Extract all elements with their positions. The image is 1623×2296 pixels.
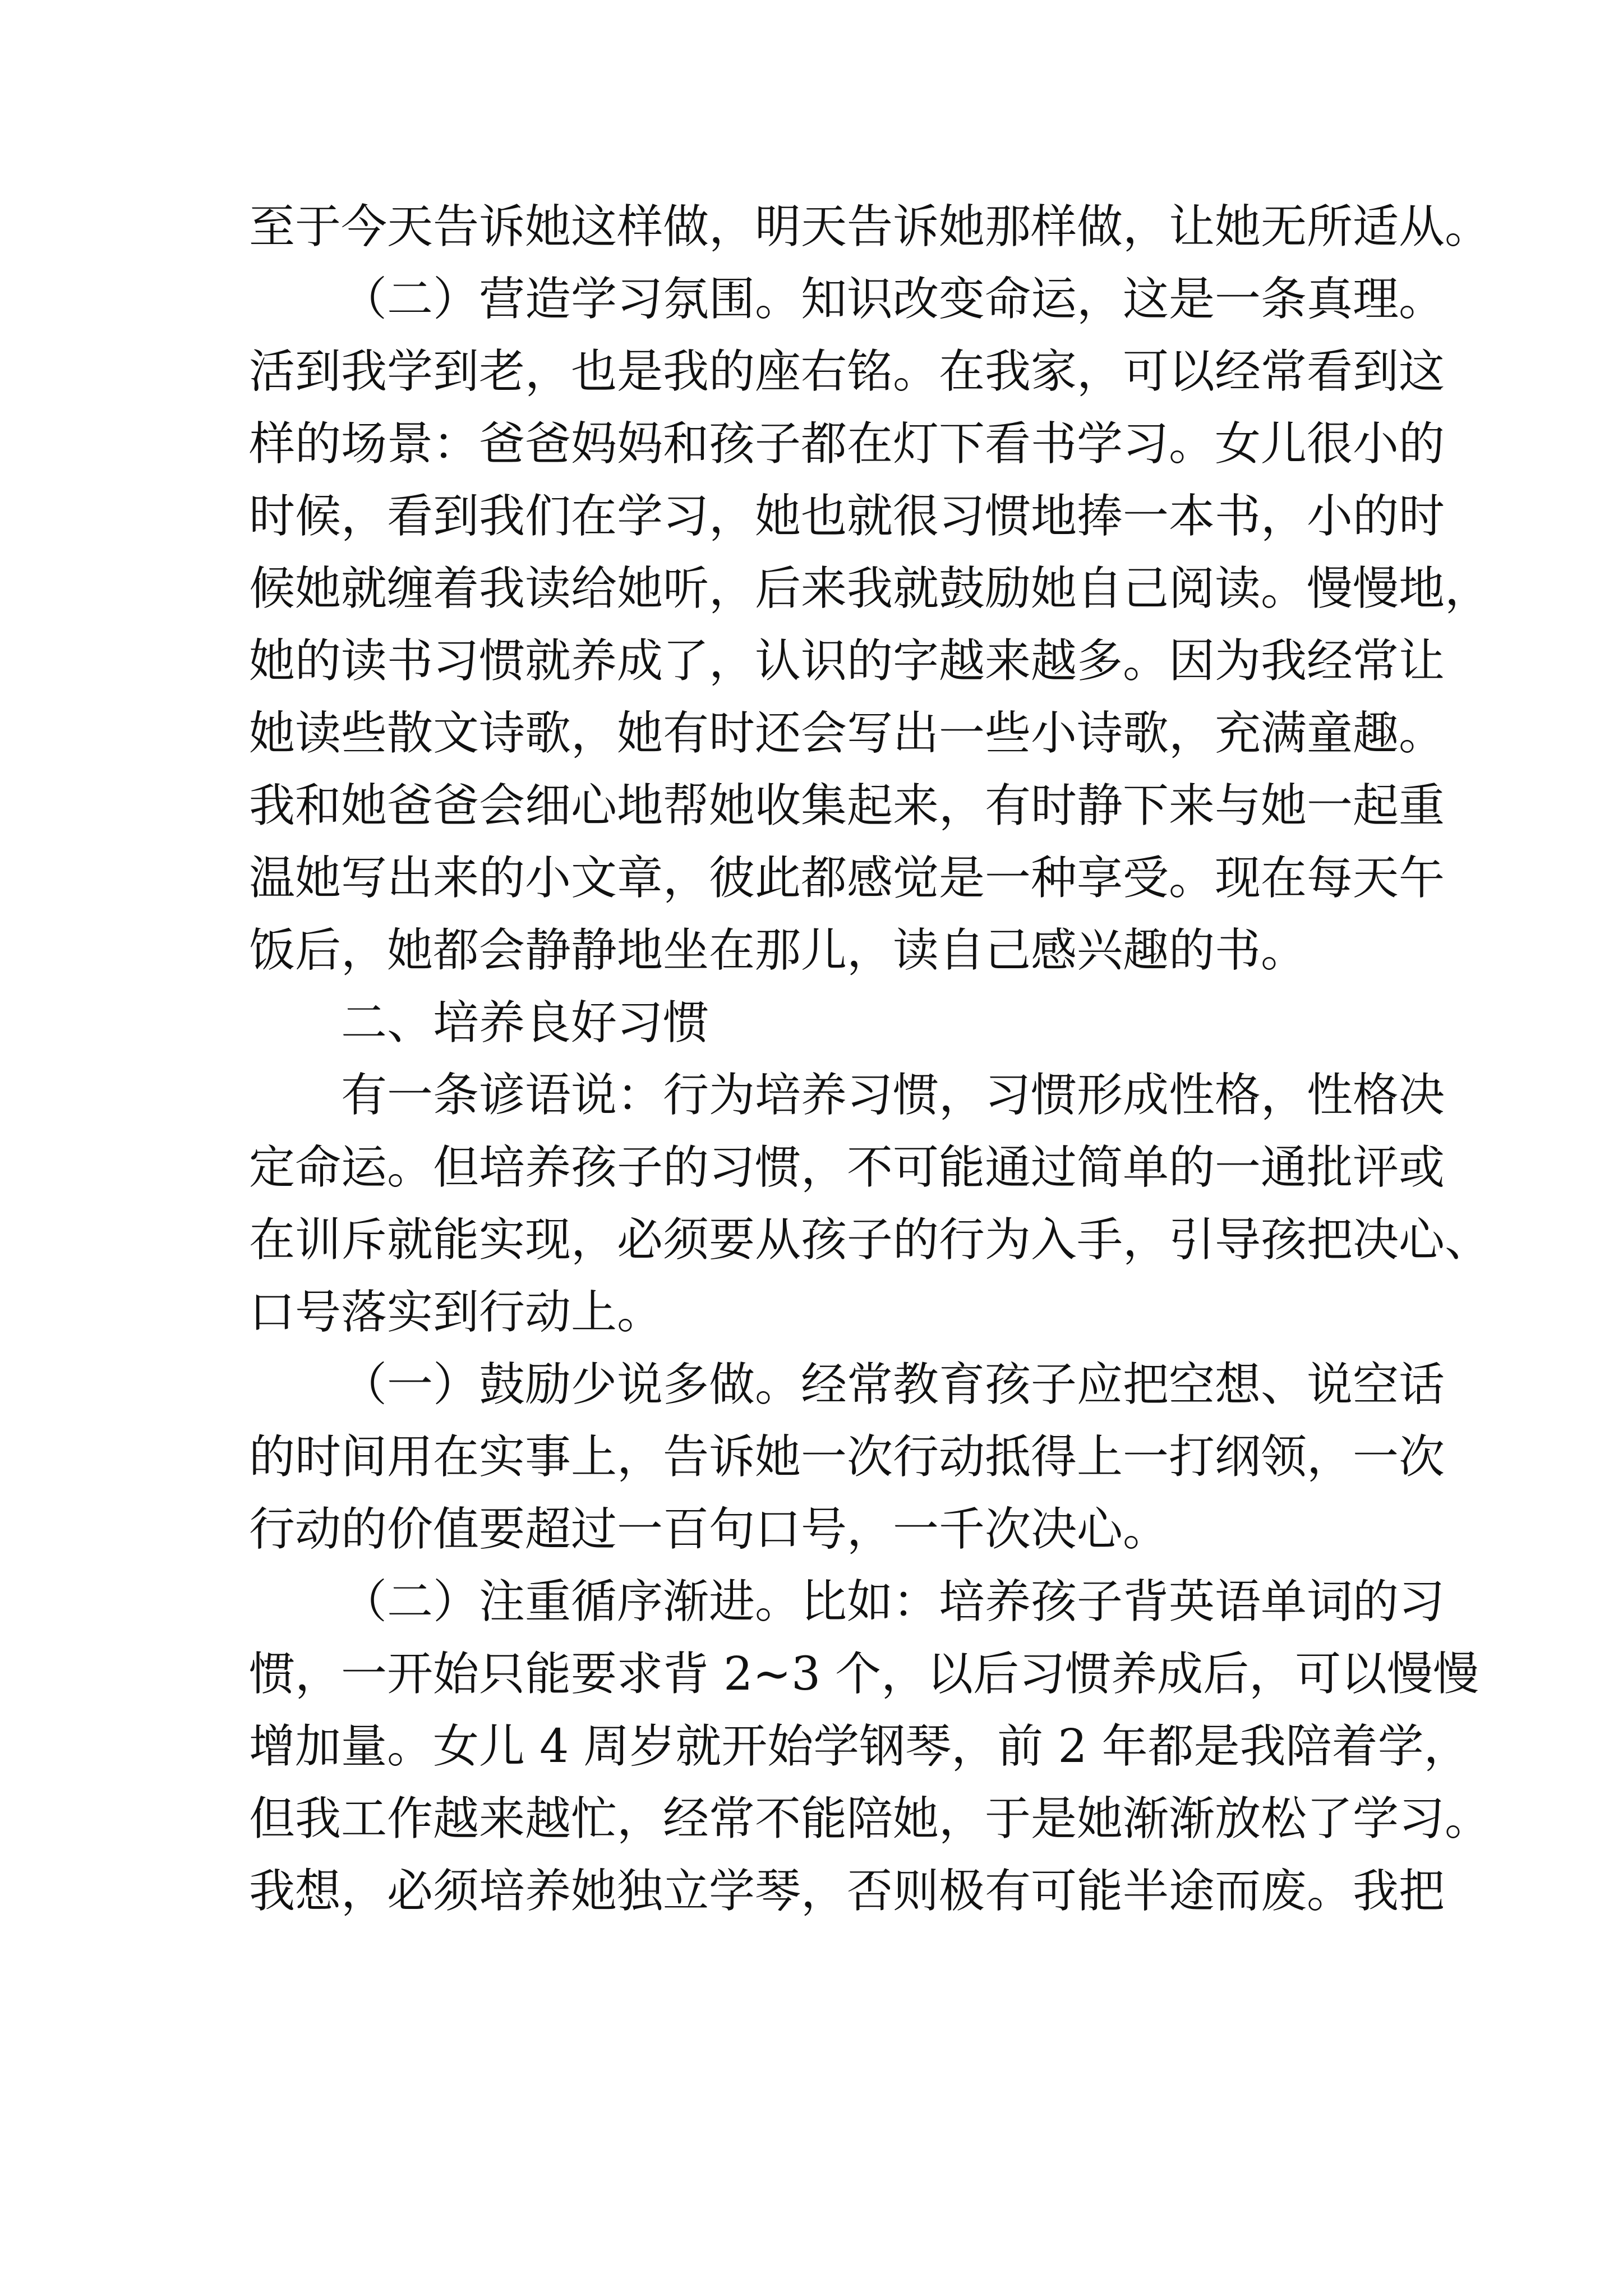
text-line: 活到我学到老，也是我的座右铭。在我家，可以经常看到这 [249,345,1445,398]
text-line: 她读些散文诗歌，她有时还会写出一些小诗歌，充满童趣。 [249,707,1445,760]
text-line: 候她就缠着我读给她听，后来我就鼓励她自己阅读。慢慢地， [249,562,1491,615]
text-line: 我想，必须培养她独立学琴，否则极有可能半途而废。我把 [249,1865,1445,1918]
text-line: （一）鼓励少说多做。经常教育孩子应把空想、说空话 [341,1358,1445,1411]
text-line: 惯，一开始只能要求背 2~3 个，以后习惯养成后，可以慢慢 [249,1648,1479,1701]
text-line: 的时间用在实事上，告诉她一次行动抵得上一打纲领，一次 [249,1430,1445,1484]
text-line: 至于今天告诉她这样做，明天告诉她那样做，让她无所适从。 [249,200,1491,254]
text-line: （二）营造学习氛围。知识改变命运，这是一条真理。 [341,273,1445,326]
text-line: 增加量。女儿 4 周岁就开始学钢琴，前 2 年都是我陪着学， [249,1720,1470,1773]
text-line: 时候，看到我们在学习，她也就很习惯地捧一本书，小的时 [249,490,1445,543]
text-line: 有一条谚语说：行为培养习惯，习惯形成性格，性格决 [341,1069,1445,1122]
text-line: 但我工作越来越忙，经常不能陪她，于是她渐渐放松了学习。 [249,1792,1491,1846]
text-line: 温她写出来的小文章，彼此都感觉是一种享受。现在每天午 [249,852,1445,905]
text-line: 饭后，她都会静静地坐在那儿，读自己感兴趣的书。 [249,924,1307,977]
body-text [249,191,1491,1927]
text-line: 在训斥就能实现，必须要从孩子的行为入手，引导孩把决心、 [249,1213,1491,1267]
text-line: 她的读书习惯就养成了，认识的字越来越多。因为我经常让 [249,634,1445,688]
text-line: （二）注重循序渐进。比如：培养孩子背英语单词的习 [341,1575,1445,1628]
section-heading: 二、培养良好习惯 [341,996,709,1050]
text-line: 我和她爸爸会细心地帮她收集起来，有时静下来与她一起重 [249,779,1445,832]
text-line: 口号落实到行动上。 [249,1286,663,1339]
text-line: 样的场景：爸爸妈妈和孩子都在灯下看书学习。女儿很小的 [249,417,1445,471]
text-line: 定命运。但培养孩子的习惯，不可能通过简单的一通批评或 [249,1141,1445,1194]
text-line: 行动的价值要超过一百句口号，一千次决心。 [249,1503,1169,1556]
